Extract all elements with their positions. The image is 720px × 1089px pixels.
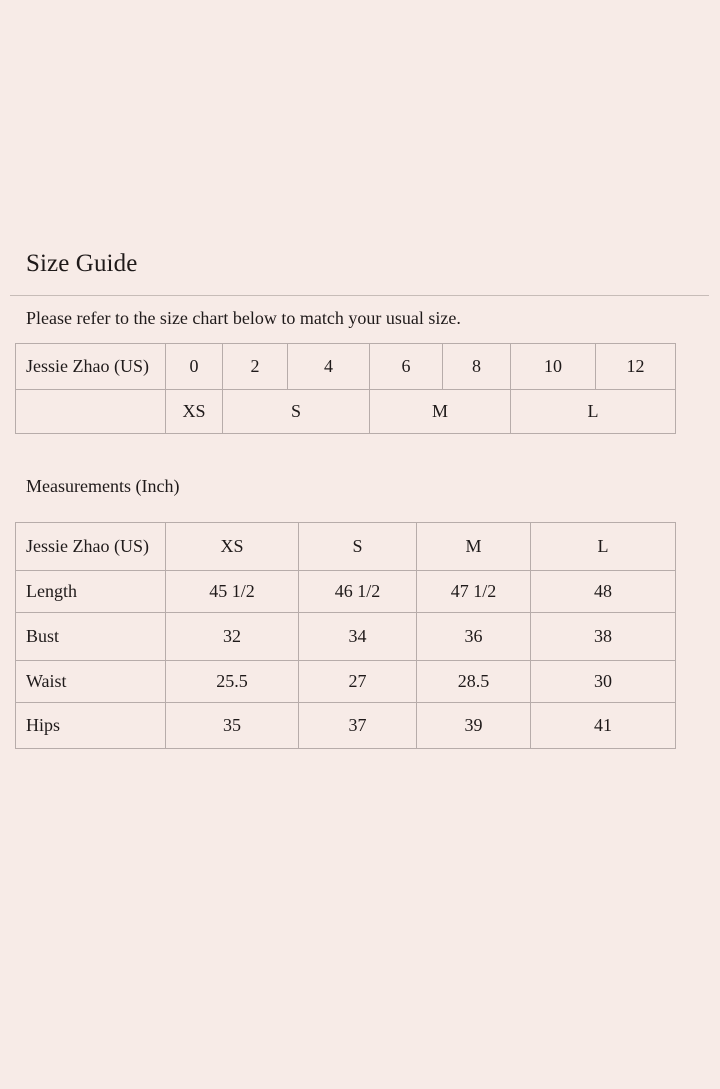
value-cell: 34 xyxy=(299,613,417,661)
title-divider xyxy=(10,295,709,296)
numeric-size-cell: 2 xyxy=(223,344,288,390)
value-cell: 27 xyxy=(299,661,417,703)
value-cell: 25.5 xyxy=(166,661,299,703)
table-row xyxy=(16,613,676,661)
row-label: Hips xyxy=(16,703,166,749)
value-cell: 32 xyxy=(166,613,299,661)
header-cell: M xyxy=(417,523,531,571)
row-label: Waist xyxy=(16,661,166,703)
numeric-size-cell: 10 xyxy=(511,344,596,390)
numeric-size-cell: 4 xyxy=(288,344,370,390)
numeric-size-cell: 0 xyxy=(166,344,223,390)
row-label: Bust xyxy=(16,613,166,661)
table-row xyxy=(16,661,676,703)
letter-size-cell: XS xyxy=(166,390,223,434)
header-cell: XS xyxy=(166,523,299,571)
value-cell: 48 xyxy=(531,571,676,613)
table-row xyxy=(16,571,676,613)
letter-size-row xyxy=(16,390,676,434)
measurements-table xyxy=(15,522,676,749)
header-cell: S xyxy=(299,523,417,571)
numeric-size-row xyxy=(16,344,676,390)
value-cell: 39 xyxy=(417,703,531,749)
numeric-size-cell: 12 xyxy=(596,344,676,390)
value-cell: 47 1/2 xyxy=(417,571,531,613)
measurements-heading: Measurements (Inch) xyxy=(26,476,180,496)
value-cell: 45 1/2 xyxy=(166,571,299,613)
numeric-size-cell: 8 xyxy=(443,344,511,390)
intro-text: Please refer to the size chart below to match your usual size. xyxy=(26,308,461,328)
value-cell: 28.5 xyxy=(417,661,531,703)
value-cell: 38 xyxy=(531,613,676,661)
letter-size-cell: S xyxy=(223,390,370,434)
letter-size-cell: M xyxy=(370,390,511,434)
header-cell: Jessie Zhao (US) xyxy=(16,523,166,571)
value-cell: 36 xyxy=(417,613,531,661)
brand-label-cell: Jessie Zhao (US) xyxy=(16,344,166,390)
numeric-size-cell: 6 xyxy=(370,344,443,390)
size-conversion-table xyxy=(15,343,676,434)
letter-size-cell: L xyxy=(511,390,676,434)
value-cell: 35 xyxy=(166,703,299,749)
value-cell: 46 1/2 xyxy=(299,571,417,613)
value-cell: 30 xyxy=(531,661,676,703)
value-cell: 41 xyxy=(531,703,676,749)
header-cell: L xyxy=(531,523,676,571)
measurements-header-row xyxy=(16,523,676,571)
empty-cell xyxy=(16,390,166,434)
page-title: Size Guide xyxy=(26,250,138,277)
table-row xyxy=(16,703,676,749)
row-label: Length xyxy=(16,571,166,613)
value-cell: 37 xyxy=(299,703,417,749)
